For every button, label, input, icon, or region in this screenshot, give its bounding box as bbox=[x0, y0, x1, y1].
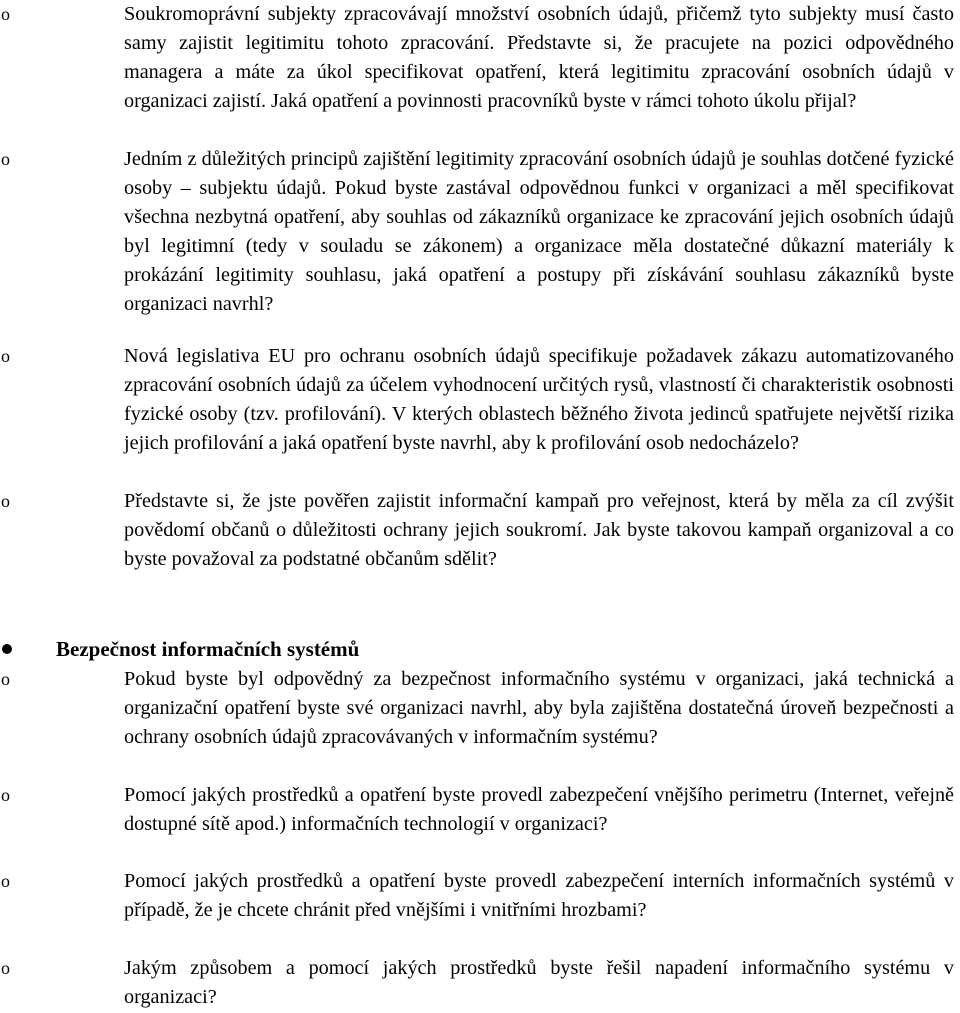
list-item-text: Pomocí jakých prostředků a opatření byste provedl zabezpečení interních informačních systémů v případě, že je chcete chránit před vnějšími i vnitřními hrozbami? bbox=[124, 870, 954, 921]
list-bullet: o bbox=[1, 346, 10, 366]
list-bullet: o bbox=[1, 669, 10, 689]
list-bullet: o bbox=[1, 4, 10, 24]
list-item-text: Soukromoprávní subjekty zpracovávají množství osobních údajů, přičemž tyto subjekty musí často samy zajistit legitimitu tohoto zpracování. Představte si, že pracujete na pozici odpovědného managera a máte za úkol specifikovat opatření, která legitimitu zpracování osobních údajů v organizaci zajistí. Jaká opatření a povinnosti pracovníků byste v rámci tohoto úkolu přijal? bbox=[124, 3, 954, 112]
list-bullet: o bbox=[1, 871, 10, 891]
list-item-text: Jedním z důležitých principů zajištění legitimity zpracování osobních údajů je souhlas dotčené fyzické osoby – subjektu údajů. Pokud byste zastával odpovědnou funkci v organizaci a měl specifikovat všechna nezbytná opatření, aby souhlas od zákazníků organizace ke zpracování jejich osobních údajů byl legitimní (tedy v souladu se zákonem) a organizace měla dostatečné důkazní materiály k prokázání legitimity souhlasu, jaká opatření a postupy při získávání souhlasu zákazníků byste organizaci navrhl? bbox=[124, 148, 954, 315]
list-bullet: o bbox=[1, 785, 10, 805]
list-item-text: Pokud byste byl odpovědný za bezpečnost informačního systému v organizaci, jaká technická a organizační opatření byste své organizaci navrhl, aby byla zajištěna dostatečná úroveň bezpečnosti a ochrany osobních údajů zpracovávaných v informačním systému? bbox=[124, 668, 954, 748]
bullet-dot-icon bbox=[2, 644, 12, 654]
list-item-text: Jakým způsobem a pomocí jakých prostředků byste řešil napadení informačního systému v organizaci? bbox=[124, 957, 954, 1008]
list-bullet: o bbox=[1, 149, 10, 169]
list-bullet: o bbox=[1, 491, 10, 511]
section-heading: Bezpečnost informačních systémů bbox=[56, 637, 360, 661]
section-heading-row bbox=[0, 634, 960, 664]
list-item-text: Představte si, že jste pověřen zajistit informační kampaň pro veřejnost, která by měla za cíl zvýšit povědomí občanů o důležitosti ochrany jejich soukromí. Jak byste takovou kampaň organizoval a co byste považoval za podstatné občanům sdělit? bbox=[124, 490, 954, 570]
list-item-text: Nová legislativa EU pro ochranu osobních údajů specifikuje požadavek zákazu automatizovaného zpracování osobních údajů za účelem vyhodnocení určitých rysů, vlastností či charakteristik osobnosti fyzické osoby (tzv. profilování). V kterých oblastech běžného života jedinců spatřujete největší rizika jejich profilování a jaká opatření byste navrhl, aby k profilování osob nedocházelo? bbox=[124, 345, 954, 454]
list-item-text: Pomocí jakých prostředků a opatření byste provedl zabezpečení vnějšího perimetru (Internet, veřejně dostupné sítě apod.) informačních technologií v organizaci? bbox=[124, 784, 954, 835]
list-bullet: o bbox=[1, 958, 10, 978]
